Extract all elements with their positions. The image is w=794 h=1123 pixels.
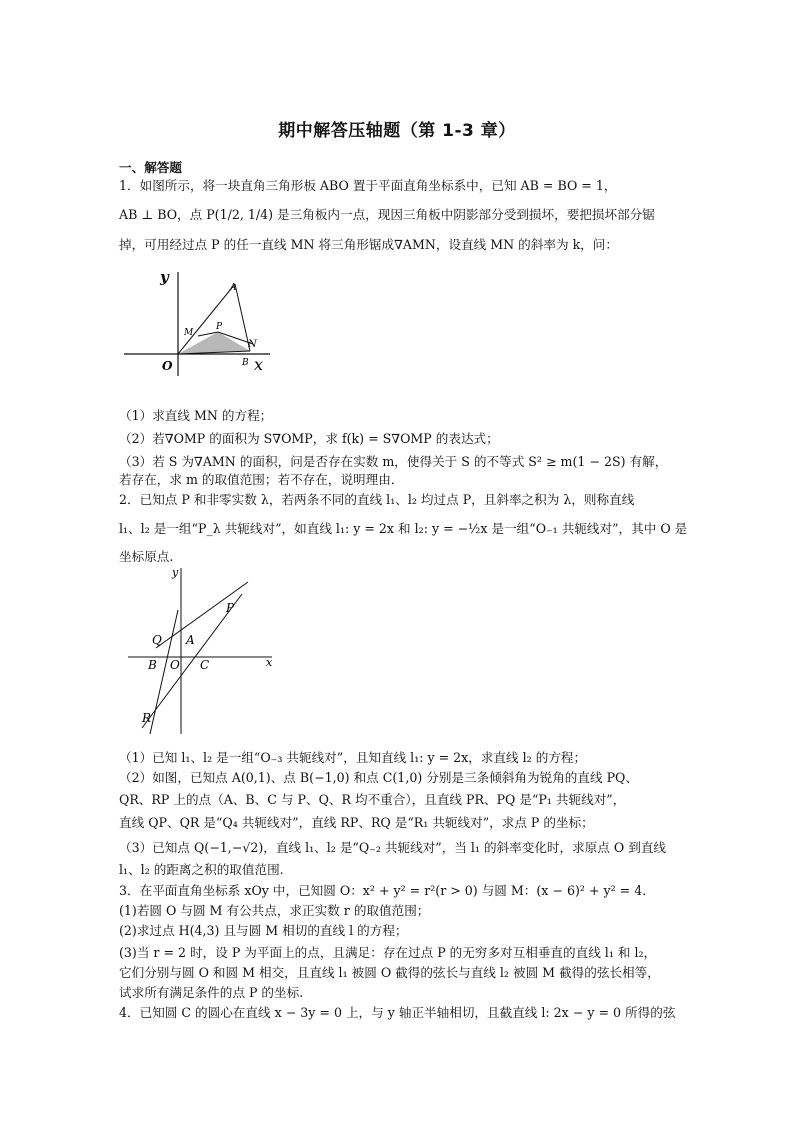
point-label-n: N bbox=[248, 339, 257, 350]
text-line: (2)求过点 H(4,3) 且与圆 M 相切的直线 l 的方程； bbox=[119, 923, 408, 938]
text-line: l₁、l₂ 是一组“P_λ 共轭线对”，如直线 l₁: y = 2x 和 l₂: y = −½x 是一组“O₋₁ 共轭线对”，其中 O 是 bbox=[119, 521, 688, 536]
conjugate-lines-figure bbox=[120, 562, 280, 737]
point-label-c: C bbox=[200, 658, 210, 672]
axis-label-y: y bbox=[172, 566, 179, 579]
text-line: 4．已知圆 C 的圆心在直线 x − 3y = 0 上，与 y 轴正半轴相切，且截直线 l: 2x − y = 0 所得的弦 bbox=[119, 1005, 676, 1020]
axis-label-x: x bbox=[254, 355, 264, 374]
axis-label-x: x bbox=[266, 656, 273, 669]
text-line: 掉，可用经过点 P 的任一直线 MN 将三角形锯成∇AMN，设直线 MN 的斜率为 k，问： bbox=[119, 237, 618, 252]
text-line: l₁、l₂ 的距离之积的取值范围. bbox=[119, 862, 284, 877]
point-label-p: P bbox=[216, 322, 223, 332]
point-label-b: B bbox=[148, 658, 157, 672]
point-label-p: P bbox=[226, 601, 235, 615]
origin-label: O bbox=[162, 359, 173, 373]
text-line: 坐标原点. bbox=[119, 549, 174, 564]
point-label-r: R bbox=[142, 711, 152, 725]
text-line: 它们分别与圆 O 和圆 M 相交，且直线 l₁ 被圆 O 截得的弦长与直线 l₂ 被圆 M 截得的弦长相等， bbox=[119, 965, 660, 980]
text-line: （2）若∇OMP 的面积为 S∇OMP，求 f(k) = S∇OMP 的表达式； bbox=[119, 431, 499, 446]
point-label-b: B bbox=[242, 358, 249, 368]
page-title: 期中解答压轴题（第 1-3 章） bbox=[278, 121, 516, 141]
point-label-m: M bbox=[184, 328, 194, 338]
text-line: AB ⊥ BO，点 P(1/2, 1/4) 是三角板内一点，现因三角板中阴影部分受到损坏，要把损坏部分锯 bbox=[119, 207, 655, 222]
text-line: 1．如图所示，将一块直角三角形板 ABO 置于平面直角坐标系中，已知 AB = BO = 1， bbox=[119, 178, 617, 193]
section-heading: 一、解答题 bbox=[119, 160, 182, 175]
triangle-figure bbox=[120, 262, 280, 382]
text-line: （3）若 S 为∇AMN 的面积，问是否存在实数 m，使得关于 S 的不等式 S² ≥ m(1 − 2S) 有解， bbox=[119, 454, 668, 469]
text-line: 若存在，求 m 的取值范围；若不存在，说明理由． bbox=[119, 472, 404, 487]
text-line: (3)当 r = 2 时，设 P 为平面上的点，且满足：存在过点 P 的无穷多对互相垂直的直线 l₁ 和 l₂， bbox=[119, 945, 657, 960]
text-line: 直线 QP、QR 是“Q₄ 共轭线对”，直线 RP、RQ 是“R₁ 共轭线对”，求点 P 的坐标； bbox=[119, 815, 594, 830]
text-line: （3）已知点 Q(−1,−√2)，直线 l₁、l₂ 是“Q₋₂ 共轭线对”，当 l₁ 的斜率变化时，求原点 O 到直线 bbox=[119, 840, 667, 855]
text-line: 试求所有满足条件的点 P 的坐标. bbox=[119, 985, 304, 1000]
text-line: QR、RP 上的点（A、B、C 与 P、Q、R 均不重合），且直线 PR、PQ 是“P₁ 共轭线对”， bbox=[119, 792, 626, 807]
text-line: 2．已知点 P 和非零实数 λ，若两条不同的直线 l₁、l₂ 均过点 P，且斜率之积为 λ，则称直线 bbox=[119, 492, 635, 507]
origin-label: O bbox=[170, 658, 180, 672]
text-line: （2）如图，已知点 A(0,1)、点 B(−1,0) 和点 C(1,0) 分别是三条倾斜角为锐角的直线 PQ、 bbox=[119, 770, 638, 785]
text-line: （1）已知 l₁、l₂ 是一组“O₋₃ 共轭线对”，且知直线 l₁: y = 2x，求直线 l₂ 的方程； bbox=[119, 750, 587, 765]
text-line: (1)若圆 O 与圆 M 有公共点，求正实数 r 的取值范围； bbox=[119, 903, 430, 918]
axis-label-y: y bbox=[160, 268, 169, 286]
point-label-q: Q bbox=[152, 633, 162, 647]
point-label-a: A bbox=[186, 633, 195, 647]
text-line: 3．在平面直角坐标系 xOy 中，已知圆 O：x² + y² = r²(r > 0) 与圆 M：(x − 6)² + y² = 4． bbox=[119, 883, 655, 898]
point-label-a: A bbox=[230, 283, 237, 293]
text-line: （1）求直线 MN 的方程； bbox=[119, 408, 273, 423]
